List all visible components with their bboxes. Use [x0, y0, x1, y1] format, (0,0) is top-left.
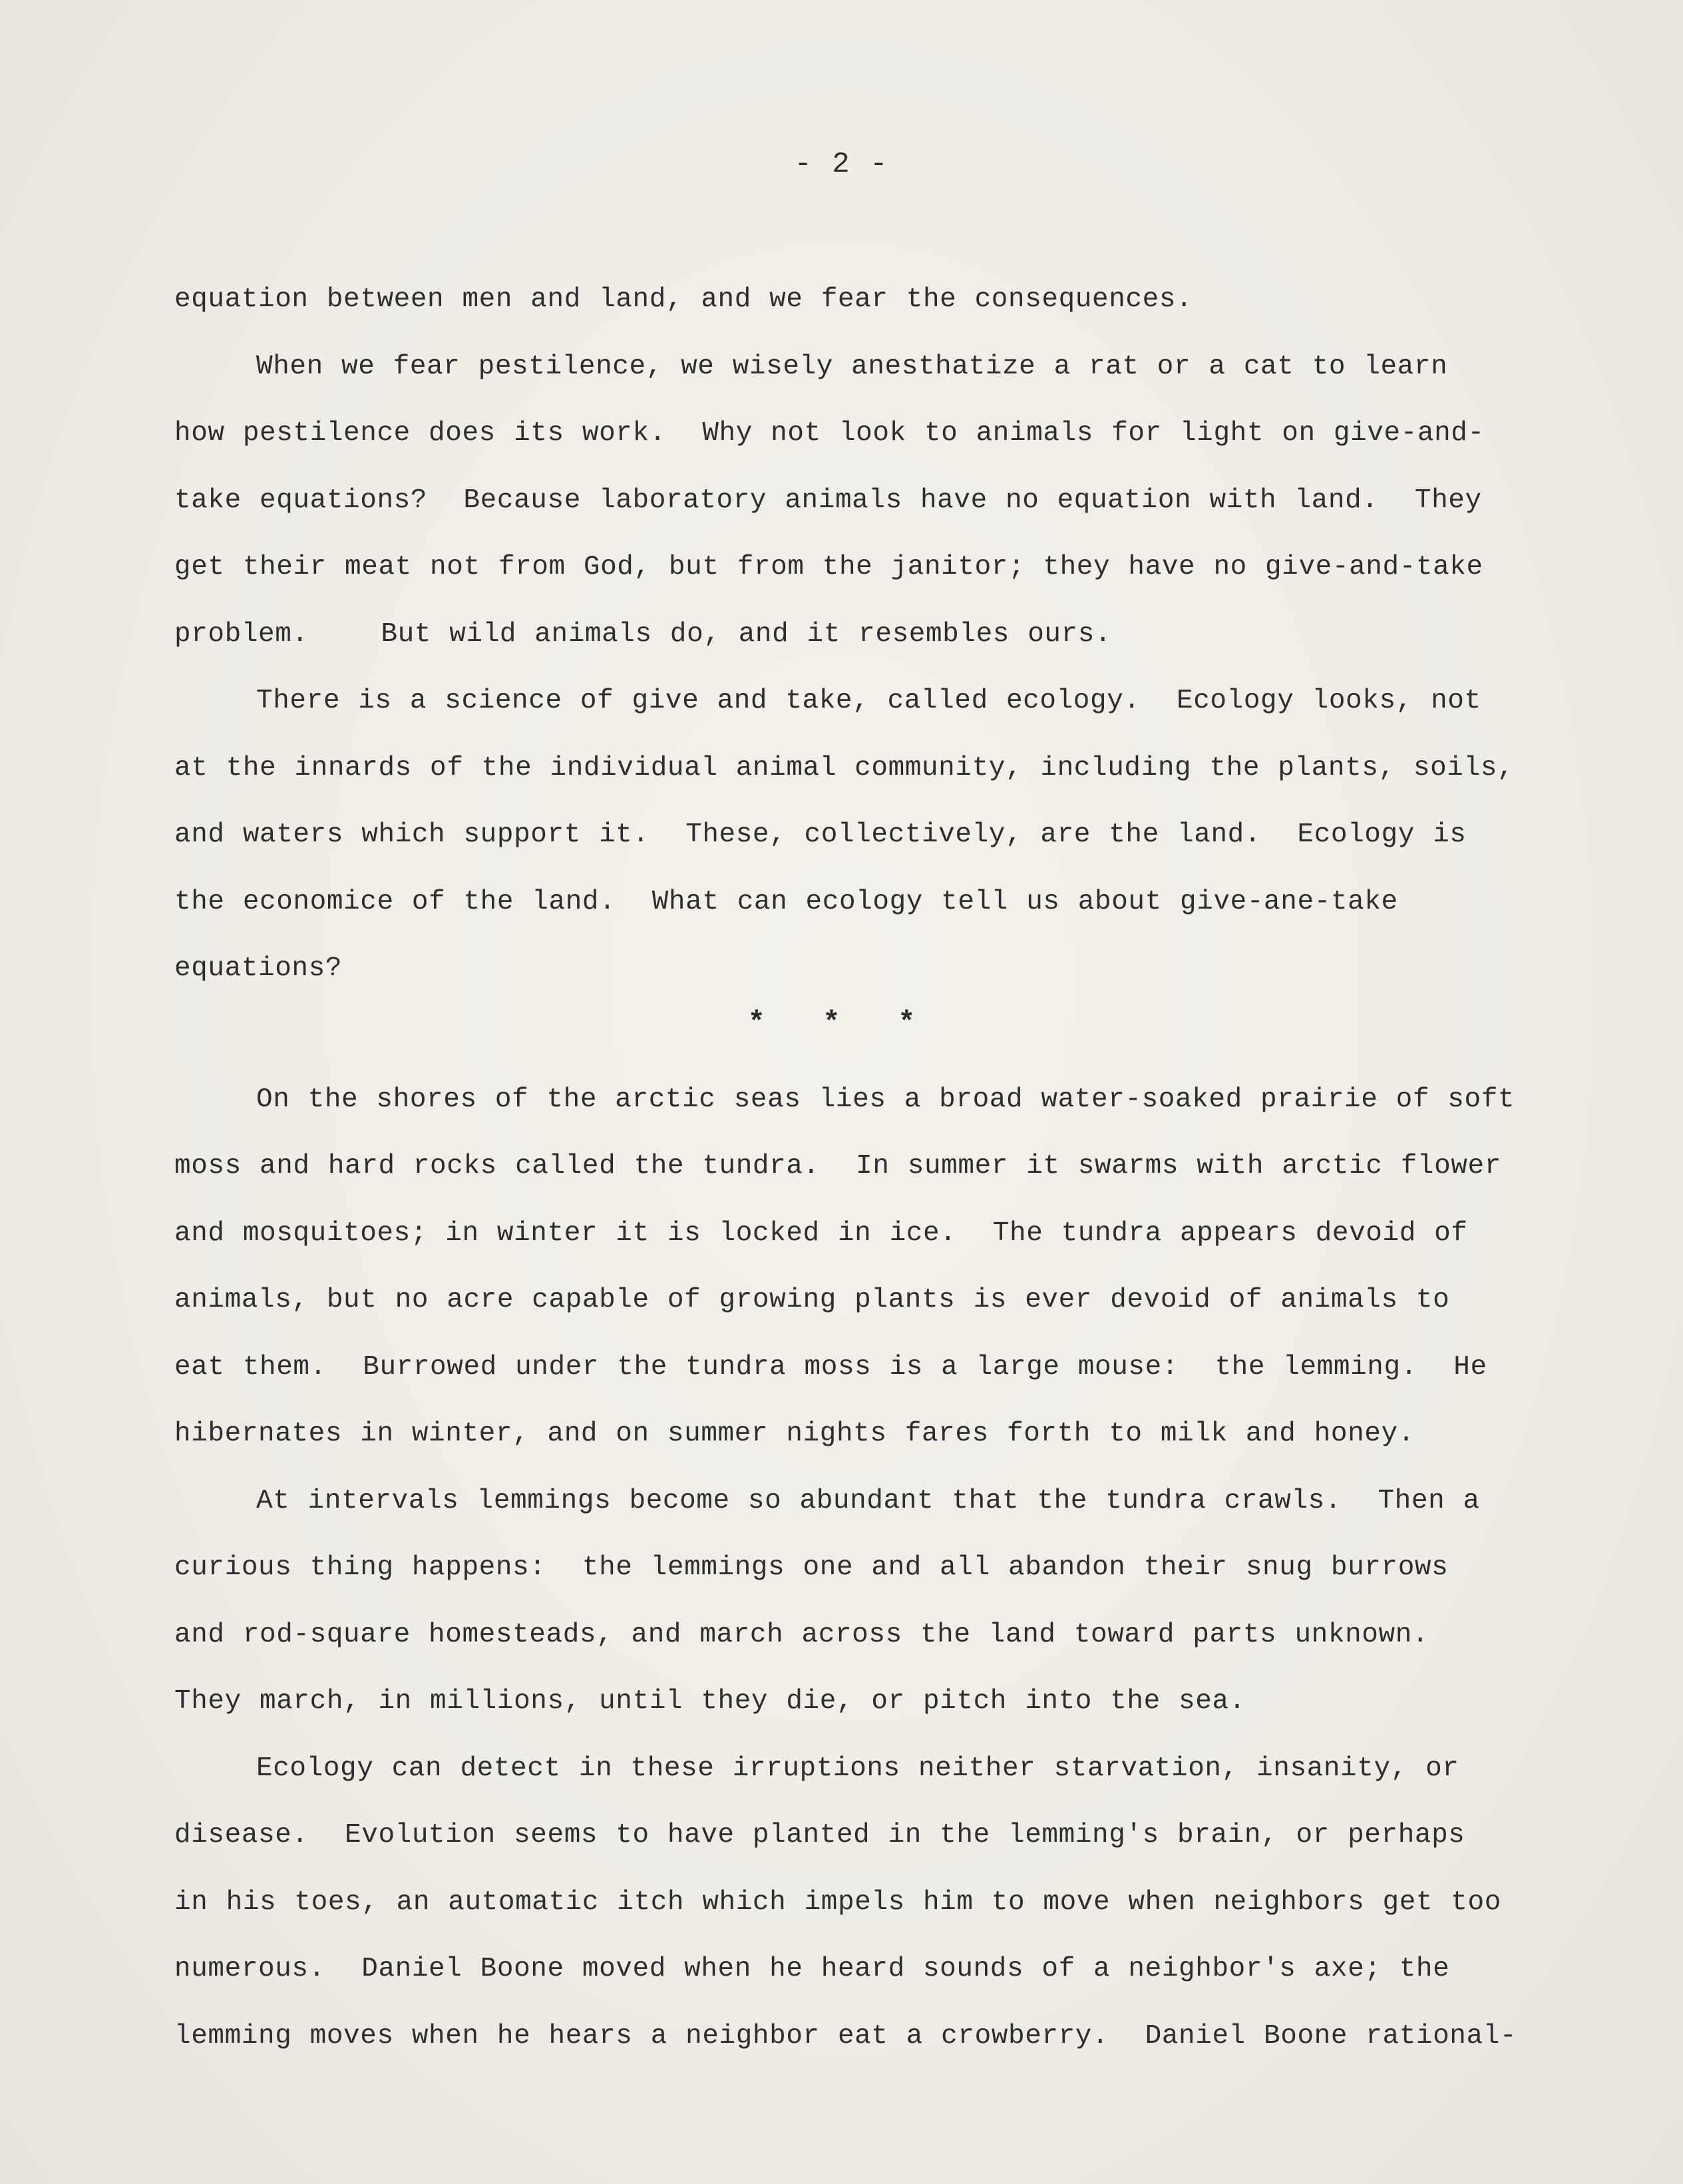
text-line: equation between men and land, and we fear the consequences.: [174, 284, 1193, 315]
text-line: disease. Evolution seems to have planted in the lemming's brain, or perhaps: [174, 1820, 1465, 1851]
text-line: and rod-square homesteads, and march across the land toward parts unknown.: [174, 1620, 1429, 1650]
text-line: There is a science of give and take, called ecology. Ecology looks, not: [256, 686, 1481, 716]
text-line: problem. But wild animals do, and it resembles ours.: [174, 619, 1112, 650]
text-line: numerous. Daniel Boone moved when he heard sounds of a neighbor's axe; the: [174, 1954, 1450, 1984]
text-line: When we fear pestilence, we wisely anesthatize a rat or a cat to learn: [256, 351, 1448, 382]
section-separator: * * *: [747, 1006, 936, 1040]
text-line: On the shores of the arctic seas lies a broad water-soaked prairie of soft: [256, 1084, 1515, 1115]
text-line: in his toes, an automatic itch which impels him to move when neighbors get too: [174, 1887, 1501, 1918]
text-line: lemming moves when he hears a neighbor eat a crowberry. Daniel Boone rational-: [174, 2021, 1517, 2052]
text-line: how pestilence does its work. Why not look to animals for light on give-and-: [174, 418, 1485, 449]
text-line: Ecology can detect in these irruptions neither starvation, insanity, or: [256, 1753, 1459, 1784]
text-line: the economice of the land. What can ecology tell us about give-ane-take: [174, 887, 1398, 917]
text-line: eat them. Burrowed under the tundra moss is a large mouse: the lemming. He: [174, 1352, 1487, 1383]
text-line: hibernates in winter, and on summer nights fares forth to milk and honey.: [174, 1419, 1415, 1449]
text-line: and waters which support it. These, collectively, are the land. Ecology is: [174, 819, 1467, 850]
text-line: curious thing happens: the lemmings one and all abandon their snug burrows: [174, 1552, 1449, 1583]
text-line: animals, but no acre capable of growing plants is ever devoid of animals to: [174, 1285, 1450, 1315]
text-line: and mosquitoes; in winter it is locked in ice. The tundra appears devoid of: [174, 1218, 1468, 1249]
text-line: moss and hard rocks called the tundra. In summer it swarms with arctic flower: [174, 1151, 1501, 1182]
text-line: They march, in millions, until they die, or pitch into the sea.: [174, 1686, 1246, 1717]
page-number: - 2 -: [794, 148, 889, 181]
text-line: At intervals lemmings become so abundant that the tundra crawls. Then a: [256, 1486, 1480, 1516]
text-line: take equations? Because laboratory animals have no equation with land. They: [174, 485, 1482, 516]
text-line: at the innards of the individual animal community, including the plants, soils,: [174, 753, 1515, 783]
text-line: equations?: [174, 953, 343, 984]
text-line: get their meat not from God, but from the janitor; they have no give-and-take: [174, 552, 1483, 582]
